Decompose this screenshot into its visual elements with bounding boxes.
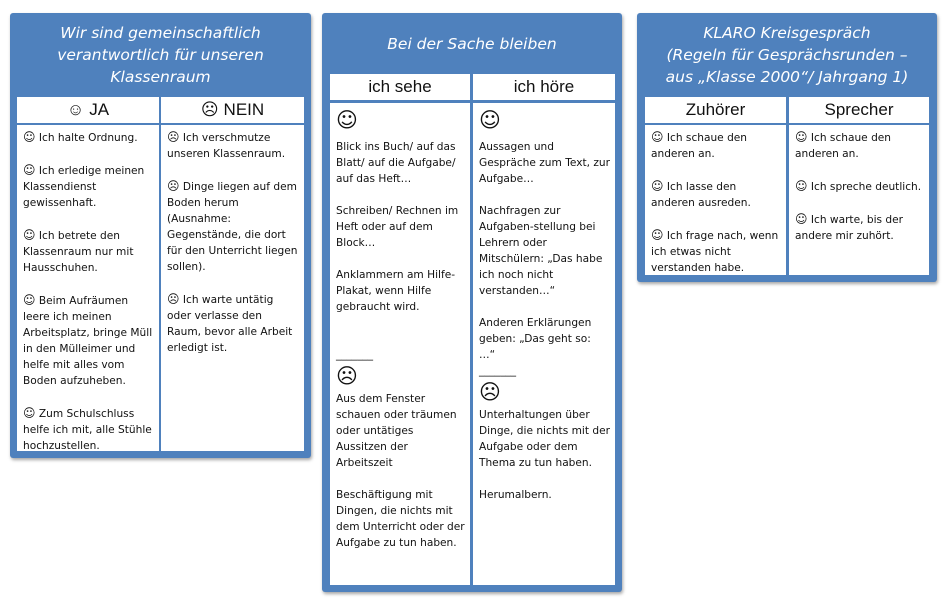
sprecher-column-header: Sprecher	[789, 97, 929, 123]
ich-hoere-column-header: ich höre	[473, 74, 615, 100]
smiley-icon: ☺	[651, 179, 664, 193]
list-item: ☺ Ich warte, bis der andere mir zuhört.	[795, 212, 903, 242]
title-line: KLARO Kreisgespräch	[703, 24, 871, 42]
frown-icon: ☹	[336, 364, 358, 388]
list-item: Aussagen und Gespräche zum Text, zur Aufgabe…	[479, 141, 610, 185]
list-item: ☺ Beim Aufräumen leere ich meinen Arbeitsplatz, bringe Müll in den Mülleimer und helfe mit alles vom Boden aufzuheben.	[23, 293, 153, 387]
klaro-title	[637, 22, 937, 88]
nein-column-header	[161, 97, 304, 123]
list-item: ☹ Ich verschmutze unseren Klassenraum.	[167, 130, 286, 160]
title-line: Klassenraum	[110, 68, 211, 86]
smiley-icon: ☺	[795, 130, 808, 144]
list-item: ☺ Ich schaue den anderen an.	[795, 130, 892, 160]
title-line: (Regeln für Gesprächsrunden –	[666, 46, 908, 64]
classroom-rules-panel	[10, 13, 311, 458]
nein-label: NEIN	[223, 100, 265, 119]
ich-sehe-column-body	[330, 103, 470, 585]
list-item: ☺ Zum Schulschluss helfe ich mit, alle Stühle hochzustellen.	[23, 406, 152, 452]
list-item: ☹ Ich warte untätig oder verlasse den Raum, bevor alle Arbeit erledigt ist.	[167, 292, 293, 354]
list-item: ☺ Ich frage nach, wenn ich etwas nicht verstanden habe.	[651, 228, 779, 274]
smiley-icon: ☺	[795, 179, 808, 193]
smiley-icon: ☺	[336, 108, 358, 132]
nein-column-body	[161, 125, 304, 451]
list-item: ☺ Ich erledige meinen Klassendienst gewissenhaft.	[23, 163, 145, 209]
stay-on-task-panel	[322, 13, 622, 592]
smiley-icon: ☺	[23, 228, 36, 242]
smiley-icon: ☺	[23, 130, 36, 144]
ich-hoere-column-body	[473, 103, 615, 585]
title-line: aus „Klasse 2000“/ Jahrgang 1)	[665, 68, 909, 86]
stay-on-task-title: Bei der Sache bleiben	[387, 35, 557, 53]
ja-label: JA	[89, 100, 110, 119]
list-item: ☺ Ich betrete den Klassenraum nur mit Hausschuhen.	[23, 228, 134, 274]
klaro-circle-talk-panel	[637, 13, 937, 282]
smiley-icon: ☺	[66, 100, 85, 119]
list-item: Anklammern am Hilfe-Plakat, wenn Hilfe gebraucht wird.	[336, 269, 456, 313]
smiley-icon: ☺	[795, 212, 808, 226]
list-item: Blick ins Buch/ auf das Blatt/ auf die Aufgabe/ auf das Heft…	[336, 141, 456, 185]
frown-icon: ☹	[200, 100, 219, 119]
frown-icon: ☹	[479, 380, 501, 404]
smiley-icon: ☺	[23, 163, 36, 177]
classroom-rules-title	[10, 22, 311, 88]
list-item: ☺ Ich halte Ordnung.	[23, 130, 138, 144]
smiley-icon: ☺	[479, 108, 501, 132]
title-line: Wir sind gemeinschaftlich	[60, 24, 261, 42]
smiley-icon: ☺	[23, 293, 36, 307]
list-item: Beschäftigung mit Dingen, die nichts mit dem Unterricht oder der Aufgabe zu tun haben.	[336, 489, 465, 549]
separator-line: _______	[479, 365, 517, 377]
frown-icon: ☹	[167, 292, 180, 306]
smiley-icon: ☺	[651, 130, 664, 144]
frown-icon: ☹	[167, 179, 180, 193]
frown-icon: ☹	[167, 130, 180, 144]
smiley-icon: ☺	[23, 406, 36, 420]
ja-column-header	[17, 97, 159, 123]
title-line: verantwortlich für unseren	[57, 46, 264, 64]
list-item: Herumalbern.	[479, 489, 552, 501]
ich-sehe-column-header: ich sehe	[330, 74, 470, 100]
sprecher-column-body	[789, 125, 929, 275]
smiley-icon: ☺	[651, 228, 664, 242]
list-item: Anderen Erklärungen geben: „Das geht so: …“	[479, 317, 592, 361]
list-item: Aus dem Fenster schauen oder träumen oder untätiges Aussitzen der Arbeitszeit	[336, 393, 457, 469]
separator-line: _______	[336, 349, 374, 361]
list-item: ☺ Ich spreche deutlich.	[795, 179, 922, 193]
list-item: ☺ Ich lasse den anderen ausreden.	[651, 179, 751, 209]
list-item: ☹ Dinge liegen auf dem Boden herum (Ausnahme: Gegenstände, die dort für den Unterricht liegen sollen).	[167, 179, 298, 273]
list-item: Schreiben/ Rechnen im Heft oder auf dem Block…	[336, 205, 459, 249]
zuhoerer-column-body	[645, 125, 786, 275]
list-item: ☺ Ich schaue den anderen an.	[651, 130, 748, 160]
list-item: Nachfragen zur Aufgaben-stellung bei Lehrern oder Mitschülern: „Das habe ich noch nicht verstanden…“	[479, 205, 603, 297]
list-item: Unterhaltungen über Dinge, die nichts mit der Aufgabe oder dem Thema zu tun haben.	[479, 409, 610, 469]
ja-column-body	[17, 125, 159, 451]
zuhoerer-column-header: Zuhörer	[645, 97, 786, 123]
